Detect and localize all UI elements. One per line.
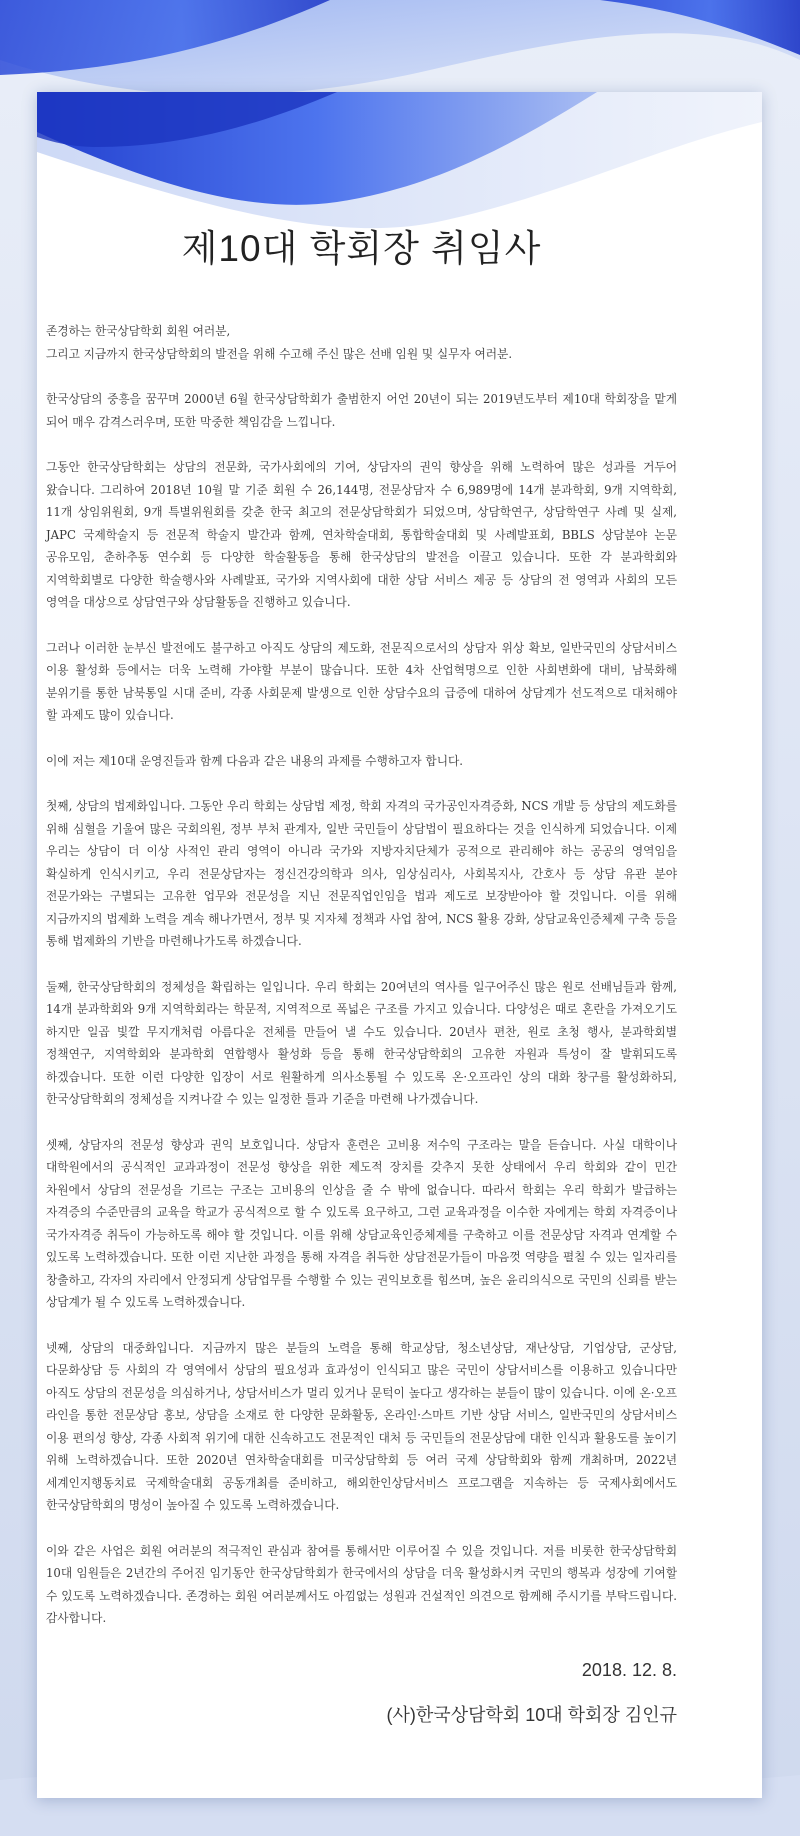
paragraph-line: 한국상담의 중흥을 꿈꾸며 2000년 6월 한국상담학회가 출범한지 어언 20년이 되는 2019년도부터 제10대 학회장을 맡게 되어 매우 감격스러우며, 또한 막중한 책임감을 느낍니다.	[46, 392, 677, 429]
paragraph-line: 첫째, 상담의 법제화입니다. 그동안 우리 학회는 상담법 제정, 학회 자격의 국가공인자격증화, NCS 개발 등 상담의 제도화를 위해 심혈을 기울여 많은 국회의원, 정부 부처 관계자, 일반 국민들이 상담법이 필요하다는 것을 인식하게 되었습니다. 이제 우리는 상담이 더 이상 사적인 관리 영역이 아니라 국가와 지방자치단체가 공적으로 관리해야 하는 공공의 영역임을 확실하게 인식시키고, 우리 전문상담자는 정신건강의학과 의사, 임상심리사, 사회복지사, 간호사 등 상담 유관 분야 전문가와는 구별되는 고유한 업무와 전문성을 지닌 전문직업인임을 법과 제도로 보장받아야 할 것입니다. 이를 위해 지금까지의 법제화 노력을 계속 해나가면서, 정부 및 지자체 정책과 사업 참여, NCS 활용 강화, 상담교육인증체제 구축 등을 통해 법제화의 기반을 마련해나가도록 하겠습니다.	[46, 799, 677, 948]
letter-paragraph	[46, 795, 677, 953]
paragraph-line: 이와 같은 사업은 회원 여러분의 적극적인 관심과 참여를 통해서만 이루어질 수 있을 것입니다. 저를 비롯한 한국상담학회 10대 임원들은 2년간의 주어진 임기동안 한국상담학회가 한국에서의 상담을 더욱 활성화시켜 국민의 행복과 성장에 기여할 수 있도록 노력하겠습니다. 존경하는 회원 여러분께서도 아낌없는 성원과 건설적인 의견으로 함께해 주시기를 부탁드립니다. 감사합니다.	[46, 1543, 677, 1625]
closing-block	[46, 1660, 677, 1727]
letter-date: 2018. 12. 8.	[581, 1659, 677, 1680]
letter-content	[46, 218, 677, 1727]
page-title: 제10대 학회장 취임사	[181, 228, 542, 269]
letter-paragraph	[46, 388, 677, 433]
letter-paragraph	[46, 976, 677, 1111]
paragraph-line: 셋째, 상담자의 전문성 향상과 권익 보호입니다. 상담자 훈련은 고비용 저수익 구조라는 말을 듣습니다. 사실 대학이나 대학원에서의 공식적인 교과과정이 전문성 향상을 위한 제도적 장치를 갖추지 못한 상태에서 우리 학회와 같이 민간 차원에서 상담의 전문성을 기르는 구조는 고비용의 인상을 줄 수 밖에 없습니다. 따라서 학회는 우리 학회가 발급하는 자격증의 수준만큼의 교육을 학교가 공식적으로 할 수 있도록 요구하고, 그런 교육과정을 이수한 자에게는 학회 자격증이나 국가자격증 취득이 가능하도록 해야 할 것입니다. 이를 위해 상담교육인증체제를 구축하고 이를 전문상담 자격과 연계할 수 있도록 노력하겠습니다. 또한 이런 지난한 과정을 통해 자격을 취득한 상담전문가들이 마음껏 역량을 펼칠 수 있는 일자리를 창출하고, 각자의 자리에서 안정되게 상담업무를 수행할 수 있는 권익보호를 힘쓰며, 높은 윤리의식으로 국민의 신뢰를 받는 상담계가 될 수 있도록 노력하겠습니다.	[46, 1137, 677, 1309]
paragraph-line: 둘째, 한국상담학회의 정체성을 확립하는 일입니다. 우리 학회는 20여년의 역사를 일구어주신 많은 원로 선배님들과 함께, 14개 분과학회와 9개 지역학회라는 학문적, 지역적으로 폭넓은 구조를 가지고 있습니다. 다양성은 때로 혼란을 가져오기도 하지만 일곱 빛깔 무지개처럼 아름다운 전체를 만들어 낼 수도 있습니다. 20년사 편찬, 원로 초청 행사, 분과학회별 정책연구, 지역학회와 분과학회 연합행사 활성화 등을 통해 한국상담학회의 고유한 자원과 특성이 잘 발휘되도록 하겠습니다. 또한 이런 다양한 입장이 서로 원활하게 의사소통될 수 있도록 온·오프라인 상의 대화 창구를 활성화하되, 한국상담학회의 정체성을 지켜나갈 수 있는 일정한 틀과 기준을 마련해 나가겠습니다.	[46, 979, 677, 1106]
paragraph-line: 그러나 이러한 눈부신 발전에도 불구하고 아직도 상담의 제도화, 전문직으로서의 상담자 위상 확보, 일반국민의 상담서비스 이용 활성화 등에서는 더욱 노력해 가야할 부분이 많습니다. 또한 4차 산업혁명으로 인한 사회변화에 대비, 남북화해 분위기를 통한 남북통일 시대 준비, 각종 사회문제 발생으로 인한 상담수요의 급증에 대하여 상담계가 선도적으로 대처해야 할 과제도 많이 있습니다.	[46, 640, 677, 722]
letter-body	[46, 320, 677, 1630]
letter-paragraph	[46, 637, 677, 727]
letter-paragraph	[46, 1540, 677, 1630]
letter-signer: (사)한국상담학회 10대 학회장 김인규	[386, 1704, 677, 1725]
letter-paragraph	[46, 320, 677, 365]
paragraph-line: 그리고 지금까지 한국상담학회의 발전을 위해 수고해 주신 많은 선배 임원 및 실무자 여러분.	[46, 346, 513, 361]
paragraph-line: 넷째, 상담의 대중화입니다. 지금까지 많은 분들의 노력을 통해 학교상담, 청소년상담, 재난상담, 기업상담, 군상담, 다문화상담 등 사회의 각 영역에서 상담의 필요성과 효과성이 인식되고 많은 국민이 상담서비스를 이용하고 있습니다만 아직도 상담의 전문성을 의심하거나, 상담서비스가 멀리 있거나 문턱이 높다고 생각하는 분들이 많이 있습니다. 이에 온·오프 라인을 통한 전문상담 홍보, 상담을 소재로 한 다양한 문화활동, 온라인·스마트 기반 상담 서비스, 일반국민의 상담서비스 이용 편의성 향상, 각종 사회적 위기에 대한 신속하고도 전문적인 대처 등 국민들의 전문상담에 대한 인식과 활용도를 높이기 위해 노력하겠습니다. 또한 2020년 연차학술대회를 미국상담학회 등 여러 국제 상담학회와 함께 개최하며, 2022년 세계인지행동치료 국제학술대회 공동개최를 준비하고, 해외한인상담서비스 프로그램을 지속하는 등 국제사회에서도 한국상담학회의 명성이 높아질 수 있도록 노력하겠습니다.	[46, 1340, 677, 1512]
paragraph-line: 그동안 한국상담학회는 상담의 전문화, 국가사회에의 기여, 상담자의 권익 향상을 위해 노력하여 많은 성과를 거두어 왔습니다. 그리하여 2018년 10월 말 기준 회원 수 26,144명, 전문상담자 수 6,989명에 14개 분과학회, 9개 지역학회, 11개 상임위원회, 9개 특별위원회를 갖춘 한국 최고의 전문상담학회가 되었으며, 상담학연구, 상담학연구 사례 및 실제, JAPC 국제학술지 등 전문적 학술지 발간과 함께, 연차학술대회, 통합학술대회 및 사례발표회, BBLS 상담분야 논문 공유모임, 춘하추동 연수회 등 다양한 학술활동을 통해 한국상담의 발전을 이끌고 있습니다. 또한 각 분과학회와 지역학회별로 다양한 학술행사와 사례발표, 국가와 지역사회에 대한 상담 서비스 제공 등 상담의 전 영역과 사회의 모든 영역을 대상으로 상담연구와 상담활동을 진행하고 있습니다.	[46, 460, 677, 609]
letter-paragraph	[46, 1337, 677, 1517]
letter-paragraph	[46, 1134, 677, 1314]
paragraph-line: 존경하는 한국상담학회 회원 여러분,	[46, 324, 231, 338]
letter-paragraph	[46, 750, 677, 773]
letter-paragraph	[46, 456, 677, 614]
paragraph-line: 이에 저는 제10대 운영진들과 함께 다음과 같은 내용의 과제를 수행하고자 합니다.	[46, 753, 464, 768]
